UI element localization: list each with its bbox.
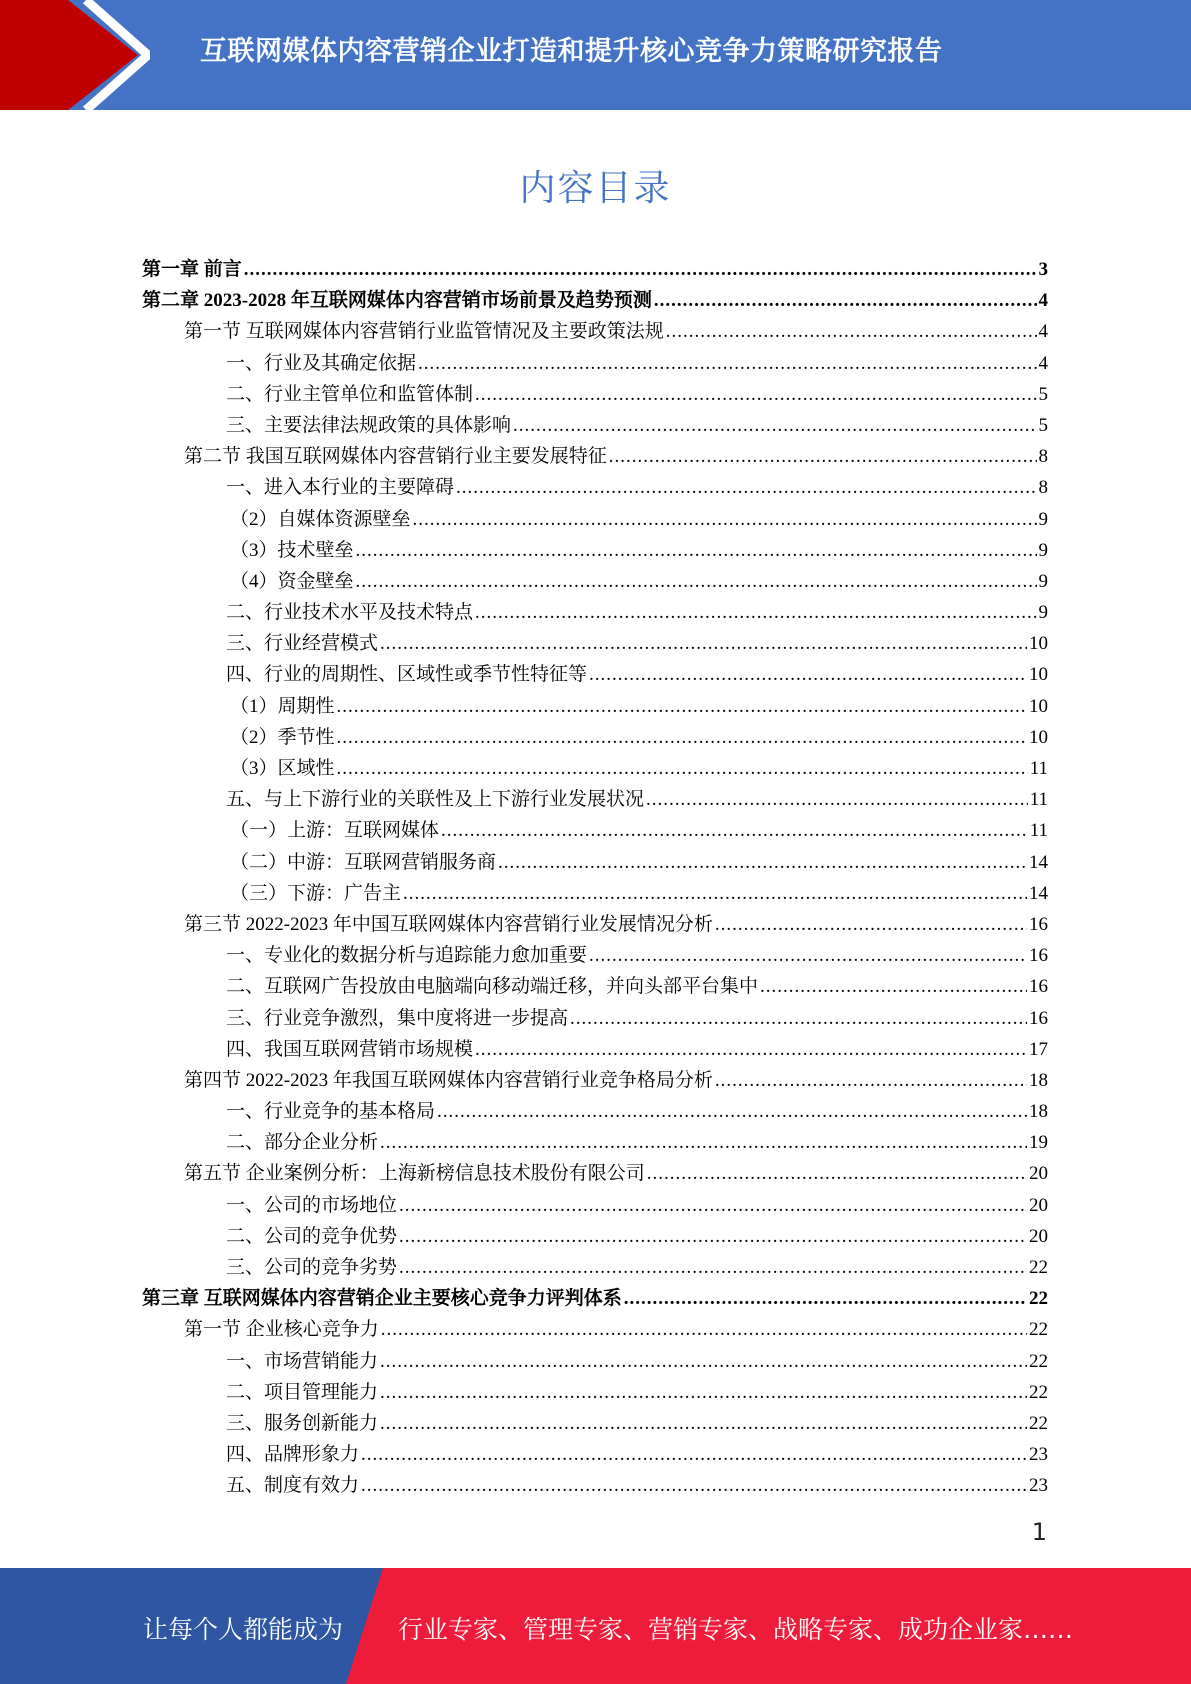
toc-dot-leader xyxy=(413,504,1037,535)
toc-entry-page: 11 xyxy=(1029,789,1048,811)
toc-entry-page: 16 xyxy=(1029,1007,1048,1029)
toc-dot-leader xyxy=(513,410,1036,441)
toc-entry-page: 16 xyxy=(1029,976,1048,998)
toc-dot-leader xyxy=(441,815,1028,846)
toc-entry-page: 22 xyxy=(1029,1381,1048,1403)
toc-entry-page: 23 xyxy=(1029,1475,1048,1497)
toc-entry-page: 8 xyxy=(1038,446,1048,468)
toc-entry-page: 14 xyxy=(1029,851,1048,873)
toc-entry-label: 四、品牌形象力 xyxy=(226,1444,360,1466)
toc-entry-label: （3）区域性 xyxy=(230,758,335,779)
toc-entry-label: 一、行业竞争的基本格局 xyxy=(226,1101,436,1123)
toc-entry[interactable] xyxy=(142,1377,1048,1408)
toc-entry-label: 二、公司的竞争优势 xyxy=(226,1225,398,1247)
toc-entry-page: 17 xyxy=(1029,1038,1048,1060)
toc-dot-leader xyxy=(244,254,1037,285)
toc-dot-leader xyxy=(647,1158,1027,1189)
toc-entry[interactable] xyxy=(142,566,1048,597)
toc-entry[interactable] xyxy=(142,847,1048,878)
toc-entry-page: 9 xyxy=(1038,508,1048,530)
toc-entry[interactable] xyxy=(142,1096,1048,1127)
toc-entry-page: 20 xyxy=(1029,1194,1048,1216)
toc-entry-page: 10 xyxy=(1029,633,1048,655)
toc-entry-label: （4）资金壁垒 xyxy=(230,570,354,592)
toc-entry-page: 16 xyxy=(1029,945,1048,967)
toc-entry-label: （三）下游：广告主 xyxy=(230,882,402,904)
toc-entry-label: 二、行业技术水平及技术特点 xyxy=(226,602,474,624)
toc-entry-label: 三、行业竞争激烈，集中度将进一步提高 xyxy=(226,1007,569,1029)
table-of-contents xyxy=(142,254,1048,1502)
header-banner xyxy=(0,0,1191,110)
toc-dot-leader xyxy=(380,628,1027,659)
toc-entry[interactable] xyxy=(142,628,1048,659)
toc-entry-label: （2）季节性 xyxy=(230,726,335,748)
toc-entry-label: 四、行业的周期性、区域性或季节性特征等 xyxy=(226,664,588,686)
toc-entry[interactable] xyxy=(142,410,1048,441)
toc-entry[interactable] xyxy=(142,1065,1048,1096)
toc-entry-page: 10 xyxy=(1029,726,1048,748)
toc-entry-page: 23 xyxy=(1029,1444,1048,1466)
toc-dot-leader xyxy=(609,441,1037,472)
toc-entry-label: （一）上游：互联网媒体 xyxy=(230,820,440,842)
toc-entry-label: （2）自媒体资源壁垒 xyxy=(230,508,411,530)
toc-dot-leader xyxy=(356,535,1037,566)
toc-entry[interactable] xyxy=(142,1470,1048,1501)
toc-entry-label: 四、我国互联网营销市场规模 xyxy=(226,1038,474,1060)
toc-entry[interactable] xyxy=(142,815,1048,846)
toc-dot-leader xyxy=(666,316,1037,347)
toc-dot-leader xyxy=(437,1096,1027,1127)
header-chevron-decoration xyxy=(0,0,150,110)
toc-entry-page: 18 xyxy=(1029,1101,1048,1123)
toc-entry[interactable] xyxy=(142,659,1048,690)
toc-entry[interactable] xyxy=(142,1190,1048,1221)
toc-entry-label: 第二节 我国互联网媒体内容营销行业主要发展特征 xyxy=(184,446,607,468)
toc-entry-label: 二、互联网广告投放由电脑端向移动端迁移，并向头部平台集中 xyxy=(226,976,759,998)
toc-entry-label: 一、专业化的数据分析与追踪能力愈加重要 xyxy=(226,945,588,967)
toc-entry-page: 4 xyxy=(1038,290,1048,312)
toc-entry[interactable] xyxy=(142,1439,1048,1470)
document-title: 互联网媒体内容营销企业打造和提升核心竞争力策略研究报告 xyxy=(200,36,943,67)
toc-dot-leader xyxy=(399,1252,1027,1283)
toc-entry[interactable] xyxy=(142,691,1048,722)
toc-entry-page: 22 xyxy=(1029,1412,1048,1434)
toc-dot-leader xyxy=(337,691,1027,722)
toc-entry-page: 9 xyxy=(1038,570,1048,592)
toc-entry[interactable] xyxy=(142,753,1048,784)
toc-dot-leader xyxy=(475,1034,1027,1065)
toc-dot-leader xyxy=(361,1470,1027,1501)
toc-entry[interactable] xyxy=(142,316,1048,347)
toc-entry-page: 20 xyxy=(1029,1163,1048,1185)
toc-dot-leader xyxy=(589,659,1027,690)
toc-entry-label: 五、制度有效力 xyxy=(226,1475,360,1497)
toc-entry[interactable] xyxy=(142,535,1048,566)
toc-entry-label: 一、市场营销能力 xyxy=(226,1350,379,1372)
toc-entry-label: 一、行业及其确定依据 xyxy=(226,352,417,374)
toc-entry[interactable] xyxy=(142,1314,1048,1345)
toc-entry-label: 第四节 2022-2023 年我国互联网媒体内容营销行业竞争格局分析 xyxy=(184,1069,713,1091)
toc-entry-page: 9 xyxy=(1038,539,1048,561)
toc-entry-page: 3 xyxy=(1038,259,1048,280)
toc-dot-leader xyxy=(337,722,1027,753)
toc-entry-page: 10 xyxy=(1029,695,1048,717)
toc-dot-leader xyxy=(646,784,1028,815)
toc-entry[interactable] xyxy=(142,878,1048,909)
toc-dot-leader xyxy=(399,1190,1027,1221)
toc-entry-label: 二、项目管理能力 xyxy=(226,1381,379,1403)
toc-entry-page: 20 xyxy=(1029,1225,1048,1247)
toc-entry-page: 22 xyxy=(1029,1350,1048,1372)
toc-dot-leader xyxy=(570,1003,1027,1034)
toc-dot-leader xyxy=(624,1283,1027,1314)
toc-entry-label: 二、部分企业分析 xyxy=(226,1132,379,1154)
toc-entry-label: 第二章 2023-2028 年互联网媒体内容营销市场前景及趋势预测 xyxy=(142,290,652,312)
toc-entry-label: 三、行业经营模式 xyxy=(226,633,379,655)
toc-entry[interactable] xyxy=(142,909,1048,940)
toc-dot-leader xyxy=(715,909,1027,940)
toc-dot-leader xyxy=(399,1221,1027,1252)
toc-entry-page: 14 xyxy=(1029,882,1048,904)
toc-entry-label: 五、与上下游行业的关联性及上下游行业发展状况 xyxy=(226,789,645,811)
toc-entry-page: 22 xyxy=(1029,1319,1048,1341)
toc-entry-page: 22 xyxy=(1029,1257,1048,1278)
toc-entry[interactable] xyxy=(142,1127,1048,1158)
footer-slogan-right: 行业专家、管理专家、营销专家、战略专家、成功企业家…… xyxy=(398,1615,1074,1644)
toc-entry-page: 18 xyxy=(1029,1069,1048,1091)
toc-dot-leader xyxy=(760,971,1027,1002)
toc-dot-leader xyxy=(403,878,1027,909)
toc-entry[interactable] xyxy=(142,722,1048,753)
toc-entry-page: 4 xyxy=(1038,321,1048,343)
toc-entry-page: 9 xyxy=(1038,602,1048,624)
toc-entry-label: 二、行业主管单位和监管体制 xyxy=(226,383,474,405)
toc-dot-leader xyxy=(418,348,1036,379)
toc-dot-leader xyxy=(356,566,1037,597)
toc-entry[interactable] xyxy=(142,504,1048,535)
toc-entry-page: 8 xyxy=(1038,477,1048,499)
toc-entry[interactable] xyxy=(142,971,1048,1002)
toc-entry-label: 三、公司的竞争劣势 xyxy=(226,1257,398,1278)
toc-entry-page: 10 xyxy=(1029,664,1048,686)
toc-entry-label: 第五节 企业案例分析：上海新榜信息技术股份有限公司 xyxy=(184,1163,645,1185)
toc-entry[interactable] xyxy=(142,1034,1048,1065)
toc-entry-label: （1）周期性 xyxy=(230,695,335,717)
toc-entry-page: 19 xyxy=(1029,1132,1048,1154)
toc-entry-label: （3）技术壁垒 xyxy=(230,539,354,561)
toc-dot-leader xyxy=(380,1127,1027,1158)
toc-entry-label: （二）中游：互联网营销服务商 xyxy=(230,851,497,873)
toc-entry[interactable] xyxy=(142,1221,1048,1252)
toc-entry-label: 第三章 互联网媒体内容营销企业主要核心竞争力评判体系 xyxy=(142,1288,622,1310)
toc-dot-leader xyxy=(456,472,1036,503)
toc-dot-leader xyxy=(380,1346,1027,1377)
toc-entry[interactable] xyxy=(142,1158,1048,1189)
toc-entry-page: 22 xyxy=(1029,1288,1048,1310)
toc-dot-leader xyxy=(381,1314,1027,1345)
toc-entry[interactable] xyxy=(142,784,1048,815)
toc-entry[interactable] xyxy=(142,441,1048,472)
toc-entry-label: 三、服务创新能力 xyxy=(226,1412,379,1434)
toc-dot-leader xyxy=(337,753,1028,784)
toc-dot-leader xyxy=(361,1439,1027,1470)
toc-dot-leader xyxy=(475,597,1036,628)
toc-dot-leader xyxy=(654,285,1037,316)
toc-entry-label: 第一节 企业核心竞争力 xyxy=(184,1319,379,1341)
toc-entry[interactable] xyxy=(142,1003,1048,1034)
toc-dot-leader xyxy=(589,940,1027,971)
toc-entry-label: 三、主要法律法规政策的具体影响 xyxy=(226,414,512,436)
toc-entry[interactable] xyxy=(142,1283,1048,1314)
toc-entry-page: 4 xyxy=(1038,352,1048,374)
toc-entry-page: 5 xyxy=(1038,383,1048,405)
toc-entry[interactable] xyxy=(142,1408,1048,1439)
toc-entry-label: 第一节 互联网媒体内容营销行业监管情况及主要政策法规 xyxy=(184,321,664,343)
page-number: 1 xyxy=(1031,1518,1047,1546)
toc-dot-leader xyxy=(715,1065,1027,1096)
toc-entry-label: 一、公司的市场地位 xyxy=(226,1194,398,1216)
toc-entry[interactable] xyxy=(142,254,1048,285)
toc-dot-leader xyxy=(380,1408,1027,1439)
toc-entry-page: 11 xyxy=(1029,820,1048,842)
toc-dot-leader xyxy=(498,847,1027,878)
footer-slogan-left: 让每个人都能成为 xyxy=(143,1615,344,1644)
toc-entry-label: 第三节 2022-2023 年中国互联网媒体内容营销行业发展情况分析 xyxy=(184,913,713,935)
toc-dot-leader xyxy=(475,379,1036,410)
toc-entry[interactable] xyxy=(142,472,1048,503)
toc-entry-label: 一、进入本行业的主要障碍 xyxy=(226,477,455,499)
toc-dot-leader xyxy=(380,1377,1027,1408)
toc-entry[interactable] xyxy=(142,597,1048,628)
toc-entry-page: 11 xyxy=(1029,758,1048,779)
toc-entry[interactable] xyxy=(142,1252,1048,1283)
toc-entry-page: 5 xyxy=(1038,414,1048,436)
toc-entry-label: 第一章 前言 xyxy=(142,259,242,280)
toc-entry-page: 16 xyxy=(1029,913,1048,935)
toc-entry[interactable] xyxy=(142,348,1048,379)
toc-entry[interactable] xyxy=(142,285,1048,316)
toc-entry[interactable] xyxy=(142,940,1048,971)
toc-heading: 内容目录 xyxy=(519,168,672,209)
toc-entry[interactable] xyxy=(142,379,1048,410)
toc-entry[interactable] xyxy=(142,1346,1048,1377)
